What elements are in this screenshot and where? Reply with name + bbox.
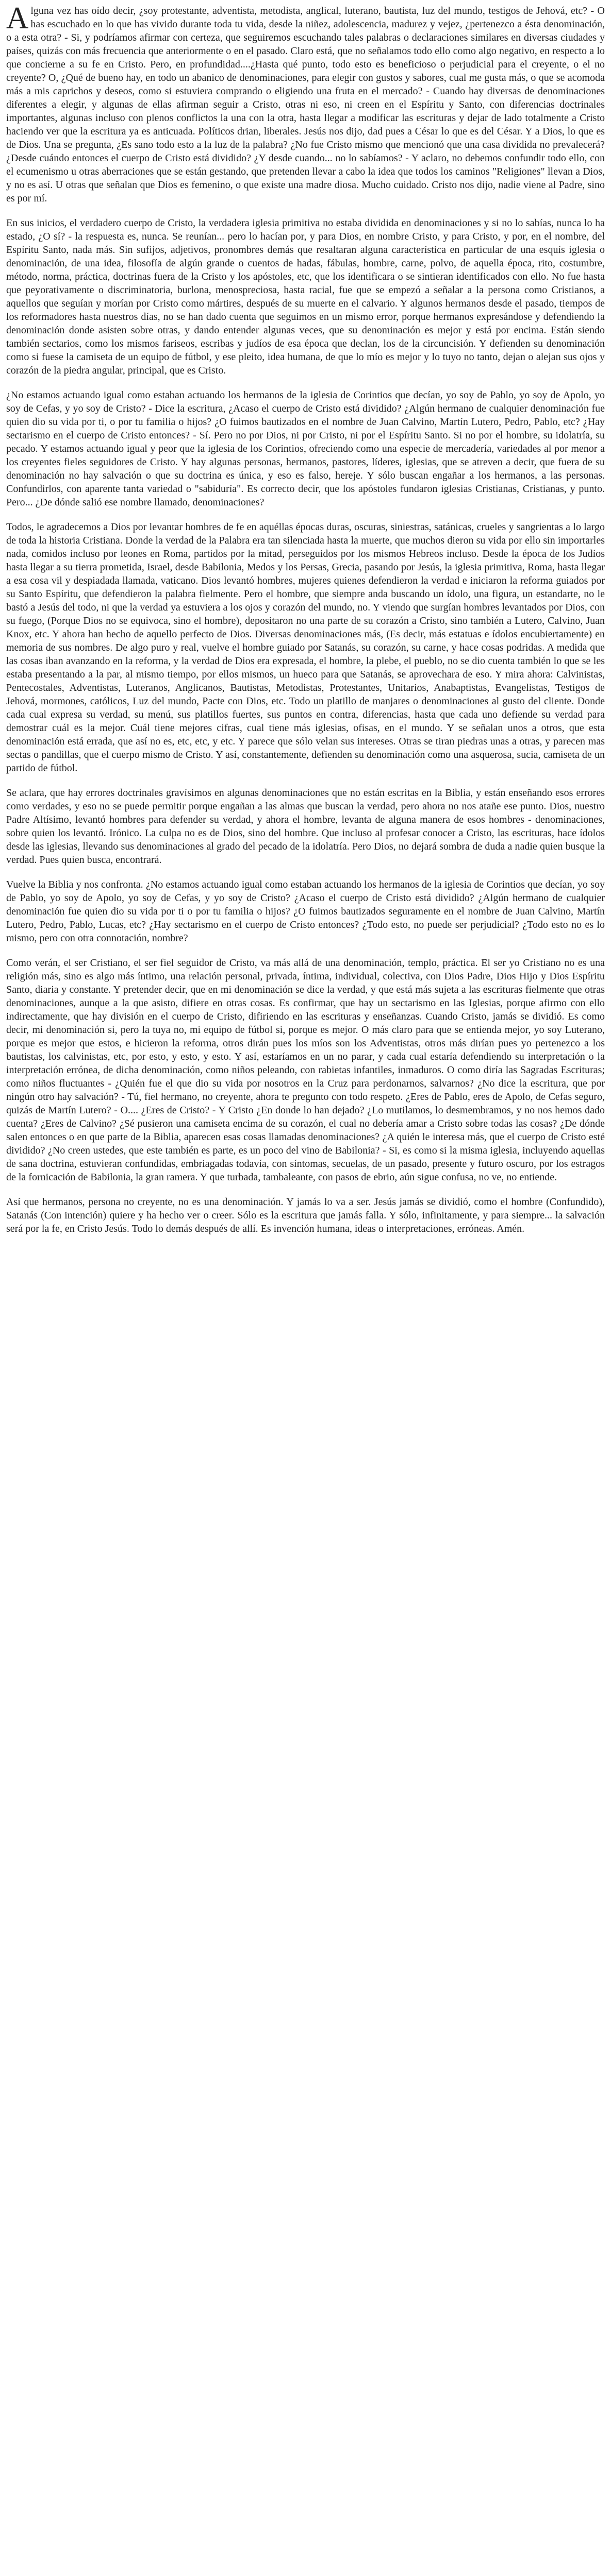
paragraph-8: Así que hermanos, persona no creyente, no es una denominación. Y jamás lo va a ser. Jesús jamás se dividió, como el hombre (Confundido), Satanás (Con intención) quiere y ha hecho ver o creer. Sólo es la escritura que jamás falla. Y sólo, infinitamente, y para siempre... la salvación será por la fe, en Cristo Jesús. Todo lo demás después de allí. Es invención humana, ideas o interpretaciones, erróneas. Amén. — [6, 1196, 605, 1234]
paragraph-1: Alguna vez has oído decir, ¿soy protestante, adventista, metodista, anglical, luterano, bautista, luz del mundo, testigos de Jehová, etc? - O has escuchado en lo que has vivido durante toda tu vida, desde la niñez, adolescencia, madurez y vejez, ¿pertenezco a ésta denominación, o a esta otra? - Si, y podríamos afirmar con certeza, que seguiremos escuchando tales palabras o declaraciones similares en diversas ciudades y países, quizás con más frecuencia que anteriormente o en el pasado. Claro está, que no señalamos todo ello como algo negativo, en respecto a lo que concierne a su fe en Cristo. Pero, en profundidad....¿Hasta qué punto, todo esto es beneficioso o perjudicial para el creyente, o el no creyente? O, ¿Qué de bueno hay, en todo un abanico de denominaciones, para elegir con gustos y sabores, cual me gusta más, o que se acomoda más a mis caprichos y deseos, como si estuviera comprando o eligiendo una fruta en el mercado? - Cuando hay diversas de denominaciones diferentes a elegir, y algunas de ellas afirman seguir a Cristo, otras ni eso, ni creen en el Espíritu y Santo, con diferencias doctrinales importantes, algunas incluso con plenos conflictos la una con la otra, hasta llegar a modificar las escrituras y dejar de lado totalmente a Cristo haciendo ver que la escritura ya es anticuada. Políticos drian, liberales. Jesús nos dijo, dad pues a César lo que es del César. Y a Dios, lo que es de Dios. Una se pregunta, ¿Es sano todo esto a la luz de la palabra? ¿No fue Cristo mismo que mencionó que una casa dividida no prevalecerá? ¿Desde cuándo entonces el cuerpo de Cristo está dividido? ¿Y desde cuando... no lo sabíamos? - Y aclaro, no debemos confundir todo ello, con el ecumenismo u otras aberraciones que se están gestando, que pretenden llevar a cabo la idea que todos los caminos "Religiones" llevan a Dios, y no es así. U otras que señalan que Dios es femenino, o que existe una madre diosa. Mucho cuidado. Cristo nos dijo, nadie viene al Padre, sino es por mí. — [6, 1, 605, 204]
paragraph-2: En sus inicios, el verdadero cuerpo de Cristo, la verdadera iglesia primitiva no estaba dividida en denominaciones y si no lo sabías, nunca lo ha estado, ¿O sí? - la respuesta es, nunca. Se reunían... pero lo hacían por, y para Dios, en nombre Cristo, y para Cristo, y por, en el nombre, del Espíritu Santo, nada más. Sin sufijos, adjetivos, pronombres demás que resaltaran alguna característica en particular de una esquís iglesia o denominación, de una idea, filosofía de algún grande o cuentos de hadas, fábulas, hombre, carne, polvo, de aquella época, rito, costumbre, método, norma, práctica, doctrinas fuera de la Cristo y los apóstoles, etc, que los identificara o se sintieran identificados con ello. No fue hasta que peyorativamente o discriminatoria, burlona, menospreciosa, hasta racial, fue que se empezó a señalar a la persona como Cristianos, a aquellos que seguían y morían por Cristo como mártires, después de su muerte en el calvario. Y algunos hermanos desde el pasado, tiempos de los reformadores hasta nuestros días, no se han dado cuenta que seguimos en un mismo error, porque hermanos expresándose y defendiendo la denominación donde asisten sobre otras, y dando entender algunas veces, que su denominación es mejor y está por encima. Están siendo también sectarios, como los mismos fariseos, escribas y judíos de esa época que declan, los de la circuncisión. Y defienden su denominación como si fuese la camiseta de un equipo de fútbol, y ese pleito, idea humana, de que lo mío es mejor y lo tuyo no tanto, dejan o alejan sus ojos y corazón de la piedra angular, principal, que es Cristo. — [6, 217, 605, 376]
paragraph-7: Como verán, el ser Cristiano, el ser fiel seguidor de Cristo, va más allá de una denominación, templo, práctica. El ser yo Cristiano no es una religión más, sino es algo más íntimo, una relación personal, privada, íntima, individual, colectiva, con Dios Padre, Dios Hijo y Dios Espíritu Santo, diaria y constante. Y pretender decir, que en mi denominación se dice la verdad, y que está más sujeta a las escrituras fielmente que otras denominaciones, aunque a la que asisto, difiere en otras cosas. Es confirmar, que hay un sectarismo en las Iglesias, porque afirmo con ello indirectamente, que hay división en el cuerpo de Cristo, difiriendo en las escrituras y enseñanzas. Cuando Cristo, jamás se dividió. Es como decir, mi denominación si, pero la tuya no, mi equipo de fútbol si, porque es mejor. O más claro para que se entienda mejor, yo soy Luterano, porque es mejor que estos, e hicieron la reforma, otros dirán pues los míos son los Adventistas, otros más dirían pues yo pertenezco a los bautistas, los calvinistas, etc, por esto, y esto, y esto. Y así, estaríamos en un no parar, y cada cual estaría defendiendo su interpretación o la interpretación errónea, de dicha denominación, como niños peleando, con rabietas infantiles, inmaduros. O como diría las Sagradas Escrituras; como niños fluctuantes - ¿Quién fue el que dio su vida por nosotros en la Cruz para perdonarnos, salvarnos? ¿No dice la escritura, que por ningún otro hay salvación? - Tú, fiel hermano, no creyente, ahora te pregunto con todo respeto. ¿Eres de Pablo, eres de Apolo, de Cefas seguro, quizás de Martín Lutero? - O.... ¿Eres de Cristo? - Y Cristo ¿En donde lo han dejado? ¿Lo mutilamos, lo desmembramos, y no nos hemos dado cuenta? ¿Eres de Calvino? ¿Sé pusieron una camiseta encima de su corazón, el cual no debería amar a Cristo sobre todas las cosas? ¿De dónde salen entonces o en que parte de la Biblia, aparecen esas cosas llamadas denominaciones? ¿A quién le interesa más, que el cuerpo de Cristo esté dividido? ¿No creen ustedes, que este también es parte, es un poco del vino de Babilonia? - Si, es como si la misma iglesia, incluyendo aquellas de sana doctrina, estuvieran confundidas, embriagadas todavía, con síntomas, secuelas, de un pasado, presente y futuro oscuro, por los estragos de la fornicación de Babilonia, la gran ramera. Y que turbada, tambaleante, con pasos de ebrio, aún sigue confusa, no ve, no entiende. — [6, 957, 605, 1183]
paragraph-3: ¿No estamos actuando igual como estaban actuando los hermanos de la iglesia de Corintios que decían, yo soy de Pablo, yo soy de Apolo, yo soy de Cefas, y yo soy de Cristo? - Dice la escritura, ¿Acaso el cuerpo de Cristo está dividido? ¿Algún hermano de cualquier denominación fue quien dio su vida por ti, o por tu familia o hijos? ¿O fuimos bautizados en el nombre de Juan Calvino, Martín Lutero, Pedro, Pablo, etc? ¿Hay sectarismo en el cuerpo de Cristo entonces? - Sí. Pero no por Dios, ni por Cristo, ni por el Espíritu Santo. Si no por el hombre, su idolatría, su pecado. Y estamos actuando igual y peor que la iglesia de los Corintios, ofreciendo como una especie de mercadería, variedades al por menor a los creyentes fieles seguidores de Cristo. Y hay algunas personas, hermanos, pastores, líderes, iglesias, que se atreven a decir, que fuera de su denominación no hay salvación o que su doctrina es única, y eso es falso, hereje. Y sólo buscan engañar a los hermanos, a las personas. Confundirlos, con aparente tanta variedad o "sabiduría". Es correcto decir, que los apóstoles fundaron iglesias Cristianas, Cristianas, y punto. Pero... ¿De dónde salió ese nombre llamado, denominaciones? — [6, 389, 605, 508]
paragraph-5: Se aclara, que hay errores doctrinales gravísimos en algunas denominaciones que no están escritas en la Biblia, y están enseñando esos errores como verdades, y eso no se puede permitir porque engañan a las almas que buscan la verdad, pero ahora no nos atañe ese punto. Dios, nuestro Padre Altísimo, levantó hombres para defender su verdad, y ahora el hombre, levanta de alguna manera de esos hombres - denominaciones, sobre quien los levantó. Irónico. La culpa no es de Dios, sino del hombre. Que incluso al profesar conocer a Cristo, las escrituras, hace ídolos desde las iglesias, llevando sus denominaciones al grado del pecado de la idolatría. Pero Dios, no dejará sombra de duda a nadie quien busque la verdad. Pues quien busca, encontrará. — [6, 787, 605, 866]
paragraph-6: Vuelve la Biblia y nos confronta. ¿No estamos actuando igual como estaban actuando los hermanos de la iglesia de Corintios que decían, yo soy de Pablo, yo soy de Apolo, yo soy de Cefas, y yo soy de Cristo? ¿Acaso el cuerpo de Cristo está dividido? ¿Algún hermano de cualquier denominación fue quien dio su vida por ti o por tu familia o hijos? ¿O fuimos bautizados seguramente en el nombre de Juan Calvino, Martín Lutero, Pedro, Pablo, Lucas, etc? ¿Hay sectarismo en el cuerpo de Cristo entonces? ¿Todo esto, no puede ser perjudicial? ¿Todo esto no es lo mismo, pero con otra connotación, nombre? — [6, 879, 605, 944]
paragraph-4: Todos, le agradecemos a Dios por levantar hombres de fe en aquéllas épocas duras, oscuras, siniestras, satánicas, crueles y sangrientas a lo largo de toda la historia Cristiana. Donde la verdad de la Palabra era tan silenciada hasta la muerte, que muchos dieron su vida por ello sin importarles nada, comidos incluso por leones en Roma, partidos por la mitad, perseguidos por los mismos Hebreos incluso. Desde la época de los Judíos hasta llegar a su tierra prometida, Israel, desde Babilonia, Medos y los Persas, Grecia, pasando por Jesús, la iglesia primitiva, Roma, hasta llegar a esa cosa vil y despiadada llamada, vaticano. Dios levantó hombres, mujeres quienes defendieron la verdad e iniciaron la reforma guiados por su Santo Espíritu, que defendieron la palabra fielmente. Pero el hombre, que siempre anda buscando un ídolo, una figura, un estandarte, no le bastó a Jesús del todo, ni que la verdad ya estuviera a los ojos y corazón del mundo, no. Y viendo que surgían hombres levantados por Dios, con su fuego, (Porque Dios no se equivoca, sino el hombre), depositaron no una parte de su corazón a Cristo, sino también a Lutero, Calvino, Juan Knox, etc. Y ahora han hecho de aquello perfecto de Dios. Diversas denominaciones más, (Es decir, más estatuas e ídolos encubiertamente) en memoria de sus nombres. De algo puro y real, vuelve el hombre guiado por Satanás, su corazón, su carne, y hace cosas podridas. A medida que las cosas iban avanzando en la reforma, y la verdad de Dios era expresada, el hombre, la plebe, el pueblo, no se dio cuenta también lo que se les estaba presentando a la par, al mismo tiempo, por ellos mismos, un hueco para que Satanás, se aprovechara de eso. Y mira ahora: Calvinistas, Pentecostales, Adventistas, Luteranos, Anglicanos, Bautistas, Metodistas, Protestantes, Unitarios, Anabaptistas, Evangelistas, Testigos de Jehová, mormones, católicos, Luz del mundo, Pacte con Dios, etc. Todo un platillo de manjares o denominaciones al gusto del cliente. Donde cada cual expresa su verdad, su menú, sus platillos fuertes, sus puntos en contra, diferencias, hasta que cada uno defiende su verdad para demostrar cuál es la mejor. Cuál tiene mejores cifras, cual tiene más iglesias, ofisas, en el mundo. Y se señalan unos a otros, que esta denominación está errada, que así no es, etc, etc, y etc. Y parece que sólo velan sus intereses. Otras se tiran piedras unas a otras, y parecen mas sectas o pandillas, que el cuerpo mismo de Cristo. Y así, constantemente, defienden su denominación como una asquerosa, sucia, camiseta de un partido de fútbol. — [6, 521, 605, 774]
